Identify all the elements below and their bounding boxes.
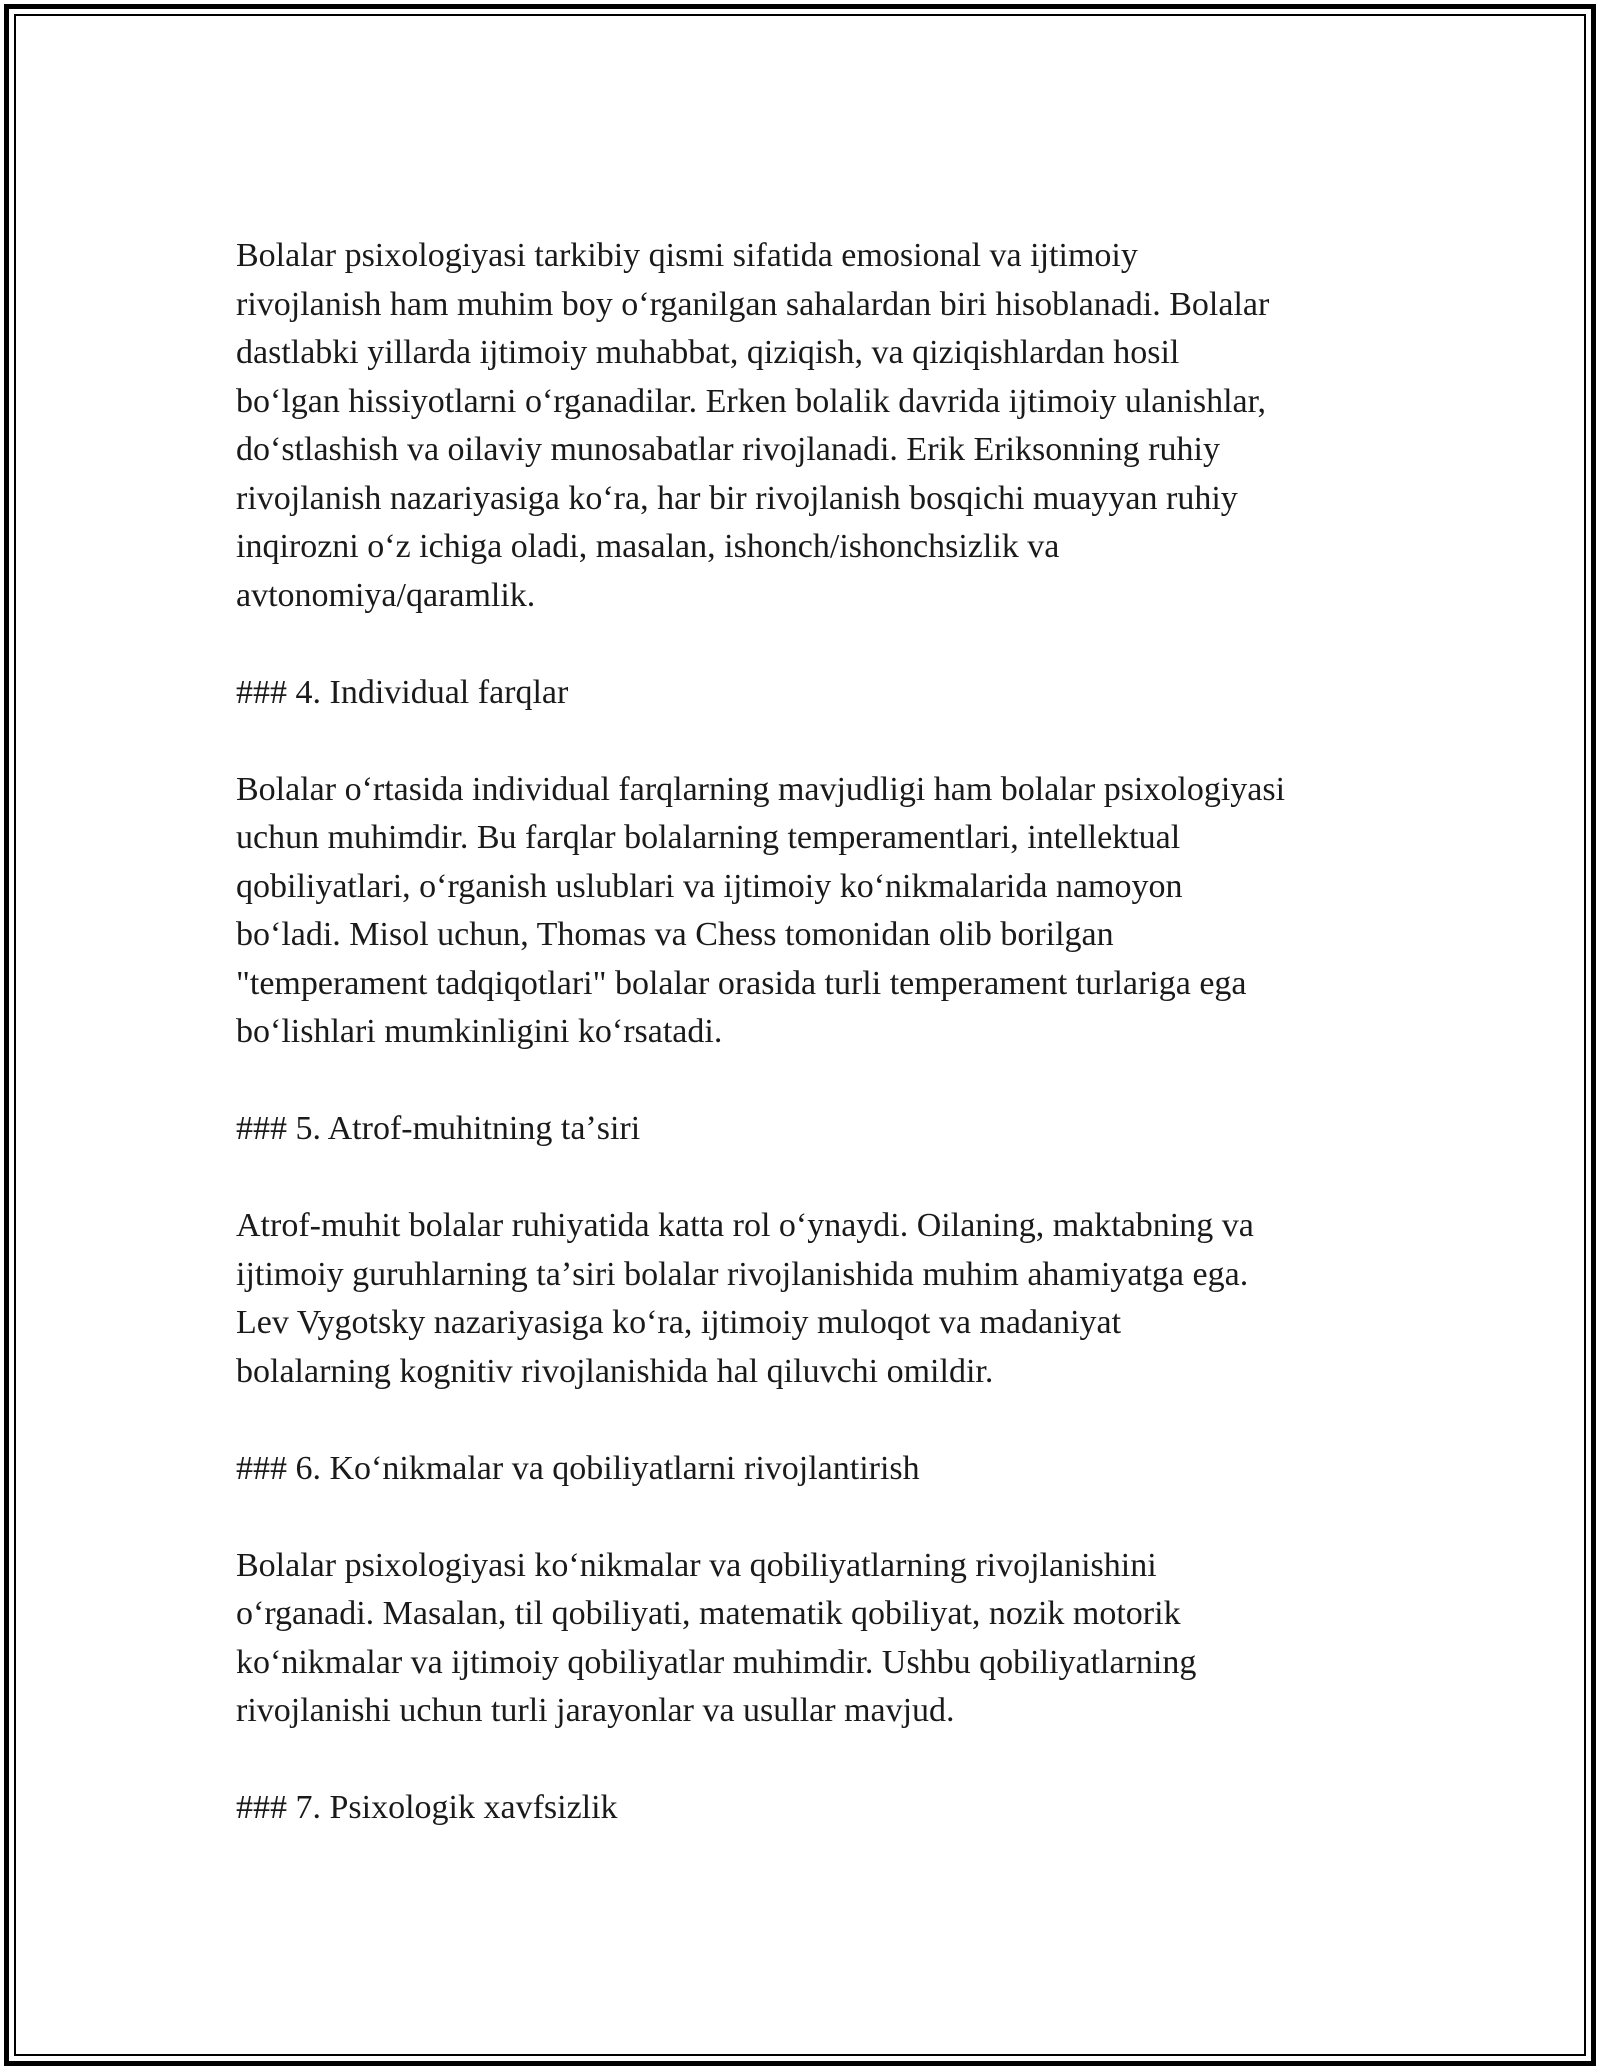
paragraph-individual-differences: Bolalar oʻrtasida individual farqlarning mavjudligi ham bolalar psixologiyasi uchun muhimdir. Bu farqlar bolalarning temperamentlari, intellektual qobiliyatlari, oʻrganish uslublari va ijtimoiy koʻnikmalarida namoyon boʻladi. Misol uchun, Thomas va Chess tomonidan olib borilgan "temperament tadqiqotlari" bolalar orasida turli temperament turlariga ega boʻlishlari mumkinligini koʻrsatadi. [236,770,1286,1050]
document-body [236,232,1396,1833]
paragraph-emotional-social-development: Bolalar psixologiyasi tarkibiy qismi sifatida emosional va ijtimoiy rivojlanish ham muhim boy oʻrganilgan sahalardan biri hisoblanadi. Bolalar dastlabki yillarda ijtimoiy muhabbat, qiziqish, va qiziqishlardan hosil boʻlgan hissiyotlarni oʻrganadilar. Erken bolalik davrida ijtimoiy ulanishlar, doʻstlashish va oilaviy munosabatlar rivojlanadi. Erik Eriksonning ruhiy rivojlanish nazariyasiga koʻra, har bir rivojlanish bosqichi muayyan ruhiy inqirozni oʻz ichiga oladi, masalan, ishonch/ishonchsizlik va avtonomiya/qaramlik. [236,237,1270,614]
paragraph-environment-influence: Atrof-muhit bolalar ruhiyatida katta rol oʻynaydi. Oilaning, maktabning va ijtimoiy guruhlarning taʼsiri bolalar rivojlanishida muhim ahamiyatga ega. Lev Vygotsky nazariyasiga koʻra, ijtimoiy muloqot va madaniyat bolalarning kognitiv rivojlanishida hal qiluvchi omildir. [236,1207,1254,1390]
heading-environment-influence: ### 5. Atrof-muhitning taʼsiri [236,1110,641,1147]
heading-psychological-safety: ### 7. Psixologik xavfsizlik [236,1789,618,1826]
paragraph-skills-development: Bolalar psixologiyasi koʻnikmalar va qobiliyatlarning rivojlanishini oʻrganadi. Masalan, til qobiliyati, matematik qobiliyat, nozik motorik koʻnikmalar va ijtimoiy qobiliyatlar muhimdir. Ushbu qobiliyatlarning rivojlanishi uchun turli jarayonlar va usullar mavjud. [236,1546,1197,1729]
heading-skills-development: ### 6. Koʻnikmalar va qobiliyatlarni rivojlantirish [236,1449,920,1487]
heading-individual-differences: ### 4. Individual farqlar [236,673,569,711]
